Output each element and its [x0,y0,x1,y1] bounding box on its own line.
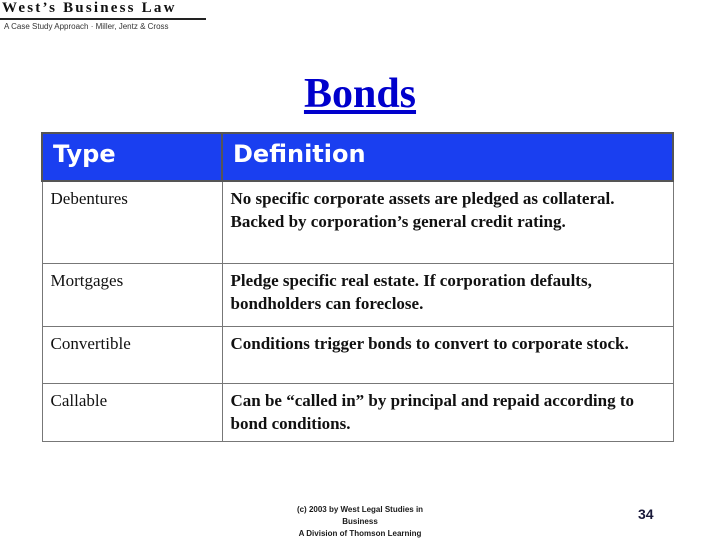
page-number: 34 [638,506,654,522]
row-definition: Can be “called in” by principal and repaid according to bond conditions. [222,383,673,441]
row-type: Callable [42,383,222,441]
logo-rule [0,18,206,20]
copyright-line: (c) 2003 by West Legal Studies in Business [296,505,424,526]
header-type: Type [42,133,222,181]
publisher-logo [0,0,212,32]
header-definition: Definition [222,133,673,181]
table-header-row [42,133,673,181]
row-type: Debentures [42,181,222,263]
copyright-footer [280,504,440,540]
row-definition: Pledge specific real estate. If corporation defaults, bondholders can foreclose. [222,263,673,326]
logo-title: West’s Business Law [2,0,177,16]
table-row [42,263,673,326]
bond-types-table [41,132,674,442]
row-definition: No specific corporate assets are pledged as collateral. Backed by corporation’s general credit rating. [222,181,673,263]
table-row [42,181,673,263]
publisher-line: A Division of Thomson Learning [298,529,422,538]
table-row [42,326,673,383]
table-row [42,383,673,441]
row-type: Mortgages [42,263,222,326]
logo-subtitle: A Case Study Approach · Miller, Jentz & Cross [4,22,169,31]
row-definition: Conditions trigger bonds to convert to corporate stock. [222,326,673,383]
row-type: Convertible [42,326,222,383]
slide-title: Bonds [303,71,417,117]
